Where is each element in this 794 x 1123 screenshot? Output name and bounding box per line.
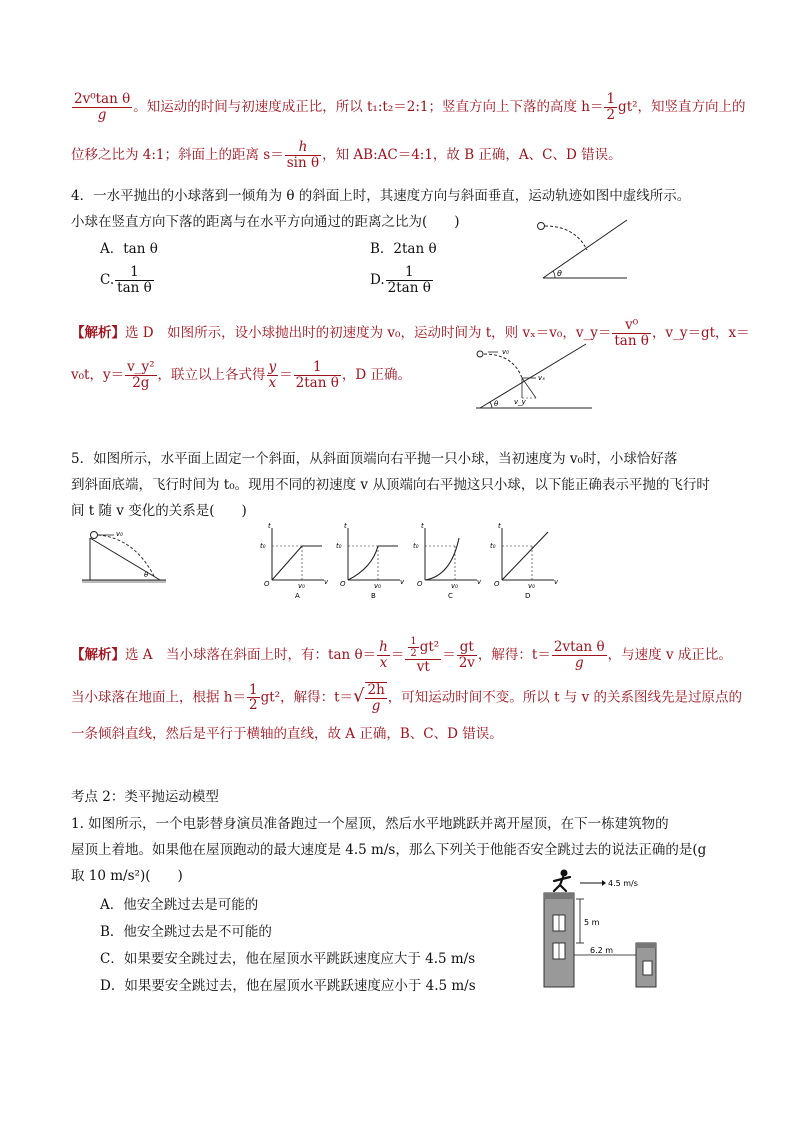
height-label: 5 m xyxy=(584,918,600,927)
t-axis-label: t xyxy=(268,522,271,530)
sqrt-sign: √ xyxy=(353,685,365,707)
vy-label: v_y xyxy=(514,398,526,406)
prev-solution-line1: $\frac{\text{2v⁰tan θ}}{g}$ 。知运动的时间与初速度成正比，所以 t₁:t₂＝2:1；竖直方向上下落的高度 h＝ $\frac{1}{2}$ gt²，知竖直方向上的 xyxy=(74,91,746,123)
graph-option-label: D xyxy=(525,592,531,600)
ball-icon xyxy=(91,532,98,539)
v0-label: v₀ xyxy=(528,582,535,590)
t0-label: t₀ xyxy=(260,542,266,550)
fraction-1-over-2tan: $\frac{1}{\text{2tan θ}}$ xyxy=(295,359,339,391)
sqrt-fraction: $\frac{2h}{g}$ xyxy=(367,682,385,714)
q4-option-a: A．tan θ xyxy=(100,241,158,257)
q4-stem-line2: 小球在竖直方向下落的距离与在水平方向通过的距离之比为( ) xyxy=(71,214,460,230)
fraction-half: $\frac{1}{2}$ xyxy=(249,681,258,714)
q4-option-d-fraction: $\frac{1}{\text{2tan θ}}$ xyxy=(387,264,431,296)
fraction-vy2-over-2g: $\frac{\text{v\_y²}}{2g}$ xyxy=(127,359,155,391)
fraction-v0-over-tan: $\frac{\text{v⁰}}{\text{tan θ}}$ xyxy=(614,317,649,349)
s2-q1-option-d: D．如果要安全跳过去，他在屋顶水平跳跃速度应小于 4.5 m/s xyxy=(100,978,476,994)
trajectory-dashed xyxy=(484,354,522,378)
t-axis-label: t xyxy=(421,522,424,530)
q5-analysis-line1: 【解析】选 A 当小球落在斜面上时，有：tan θ＝ $\frac{h}{x}$ ＝ $\frac{1}{2}$ gt² vt ＝ $\frac{gt}{2v}$ ，解得：t＝ $\frac{\text{2vtan θ}}{g}$ ，与速度 v 成正比。 xyxy=(71,636,732,675)
q4-analysis-line2: v₀t，y＝ $\frac{\text{v\_y²}}{2g}$ ，联立以上各式得 $\frac{y}{x}$ ＝ $\frac{1}{\text{2tan θ}}$ ，D 正确。 xyxy=(71,359,411,391)
v-arrow xyxy=(522,378,536,398)
q4-analysis-figure xyxy=(468,342,608,414)
graph-option-label: A xyxy=(295,592,300,600)
section-heading: 考点 2：类平抛运动模型 xyxy=(71,789,219,805)
building-right-roof xyxy=(636,943,656,948)
q5-incline-figure xyxy=(82,526,168,586)
graph-option-b xyxy=(336,522,405,600)
s2-q1-option-b: B．他安全跳过去是不可能的 xyxy=(100,924,272,940)
s2-q1-stem-line1: 1. 如图所示，一个电影替身演员准备跑过一个屋顶，然后水平地跳跃并离开屋顶，在下一栋建筑物的 xyxy=(71,816,669,832)
s2-q1-option-c: C．如果要安全跳过去，他在屋顶水平跳跃速度应大于 4.5 m/s xyxy=(100,951,476,967)
graph-curve xyxy=(348,546,398,580)
v-axis-label: v xyxy=(400,578,405,586)
s2-q1-option-a: A．他安全跳过去是可能的 xyxy=(100,897,259,913)
theta-label: θ xyxy=(557,269,562,278)
v0-label: v₀ xyxy=(116,530,123,538)
graph-curve xyxy=(502,532,548,580)
q5-stem-line2: 到斜面底端，飞行时间为 t₀。现用不同的初速度 v 从顶端向右平抛这只小球，以下能正确表示平抛的飞行时 xyxy=(71,477,710,493)
v0-label: v₀ xyxy=(298,582,305,590)
t0-label: t₀ xyxy=(413,542,419,550)
trajectory-dashed xyxy=(98,535,154,576)
theta-label: θ xyxy=(494,400,499,408)
prev-solution-line2: 位移之比为 4:1；斜面上的距离 s＝ $\frac{h}{\text{sin θ}}$ ，知 AB:AC＝4:1，故 B 正确，A、C、D 错误。 xyxy=(71,139,622,171)
angle-arc xyxy=(553,271,555,278)
s2-q1-stem-line3: 取 10 m/s²)( ) xyxy=(71,868,183,884)
q4-option-c-fraction: $\frac{1}{\text{tan θ}}$ xyxy=(117,264,152,296)
q4-option-d: D. $\frac{1}{\text{2tan θ}}$ xyxy=(370,264,431,296)
analysis-tag: 【解析】 xyxy=(71,646,125,663)
fraction-2vtan-over-g: $\frac{\text{2vtan θ}}{g}$ xyxy=(553,639,605,671)
fraction-h-over-x: $\frac{h}{x}$ xyxy=(379,639,388,671)
graph-option-d xyxy=(490,522,558,600)
fraction-2v0tan-over-g: $\frac{\text{2v⁰tan θ}}{g}$ xyxy=(74,91,131,123)
fraction-h-over-sin: $\frac{h}{\text{sin θ}}$ xyxy=(286,139,320,171)
ball-icon xyxy=(477,351,483,357)
q5-analysis-line3: 一条倾斜直线，然后是平行于横轴的直线，故 A 正确，B、C、D 错误。 xyxy=(71,726,503,742)
graph-curve xyxy=(272,546,322,580)
window-icon xyxy=(643,961,652,975)
runner-icon xyxy=(554,870,570,892)
arrowhead-icon xyxy=(602,880,606,886)
analysis-tag: 【解析】 xyxy=(71,324,125,341)
q4-stem-line1: 4．一水平抛出的小球落到一倾角为 θ 的斜面上时，其速度方向与斜面垂直，运动轨迹如图中虚线所示。 xyxy=(71,188,691,204)
nested-half: $\frac{1}{2}$ xyxy=(410,636,417,659)
fraction-half-gt2-over-vt: $\frac{1}{2}$ gt² vt xyxy=(405,636,441,675)
q5-stem-line3: 间 t 随 v 变化的关系是( ) xyxy=(71,503,247,519)
q5-stem-line1: 5．如图所示，水平面上固定一个斜面，从斜面顶端向右平抛一只小球，当初速度为 v₀时，小球恰好落 xyxy=(71,451,678,467)
incline-line xyxy=(543,220,627,278)
v-axis-label: v xyxy=(324,578,329,586)
building-left-roof xyxy=(544,893,574,899)
q4-option-b: B．2tan θ xyxy=(370,241,437,257)
t-axis-label: t xyxy=(498,522,501,530)
v0-label: v₀ xyxy=(451,582,458,590)
gap-label: 6.2 m xyxy=(590,946,614,955)
origin-label: O xyxy=(340,580,346,588)
q5-graph-options xyxy=(258,522,558,602)
building-left xyxy=(544,893,574,987)
graph-option-label: C xyxy=(448,592,453,600)
incline-line xyxy=(480,344,586,408)
fraction-y-over-x: $\frac{y}{x}$ xyxy=(268,359,277,391)
sqrt-2h-over-g xyxy=(353,682,388,714)
s2-q1-stem-line2: 屋顶上着地。如果他在屋顶跑动的最大速度是 4.5 m/s，那么下列关于他能否安全跳过去的说法正确的是(g xyxy=(71,842,707,858)
graph-option-a xyxy=(260,522,329,600)
v0-label: v₀ xyxy=(374,582,381,590)
t-axis-label: t xyxy=(344,522,347,530)
q5-analysis-line2: 当小球落在地面上，根据 h＝ $\frac{1}{2}$ gt²，解得：t＝√ $\frac{2h}{g}$ ，可知运动时间不变。所以 t 与 v 的关系图线先是过原点的 xyxy=(71,681,742,714)
ball-icon xyxy=(538,223,545,230)
speed-label: 4.5 m/s xyxy=(608,879,638,888)
origin-label: O xyxy=(264,580,270,588)
s2-buildings-figure xyxy=(540,867,660,989)
vx-label: vₓ xyxy=(538,374,546,382)
t0-label: t₀ xyxy=(490,542,496,550)
graph-curve xyxy=(425,538,459,580)
origin-label: O xyxy=(494,580,500,588)
theta-label: θ xyxy=(144,571,149,579)
t0-label: t₀ xyxy=(336,542,342,550)
graph-option-c xyxy=(413,522,482,600)
fraction-gt-over-2v: $\frac{gt}{2v}$ xyxy=(458,639,475,671)
v0-label: v₀ xyxy=(502,348,509,356)
origin-label: O xyxy=(417,580,423,588)
v-axis-label: v xyxy=(554,578,558,586)
graph-option-label: B xyxy=(371,592,376,600)
incline-slope xyxy=(90,538,160,580)
q4-analysis-line1: 【解析】选 D 如图所示，设小球抛出时的初速度为 v₀，运动时间为 t，则 vₓ＝v₀，v_y＝ $\frac{\text{v⁰}}{\text{tan θ}}$ ，v_y＝gt，x＝ xyxy=(71,317,750,349)
fraction-half: $\frac{1}{2}$ xyxy=(606,91,616,123)
v-axis-label: v xyxy=(477,578,482,586)
angle-arc xyxy=(490,402,492,408)
trajectory-dashed xyxy=(545,226,587,250)
q4-incline-figure xyxy=(535,218,635,283)
q4-option-c: C. $\frac{1}{\text{tan θ}}$ xyxy=(100,264,152,296)
